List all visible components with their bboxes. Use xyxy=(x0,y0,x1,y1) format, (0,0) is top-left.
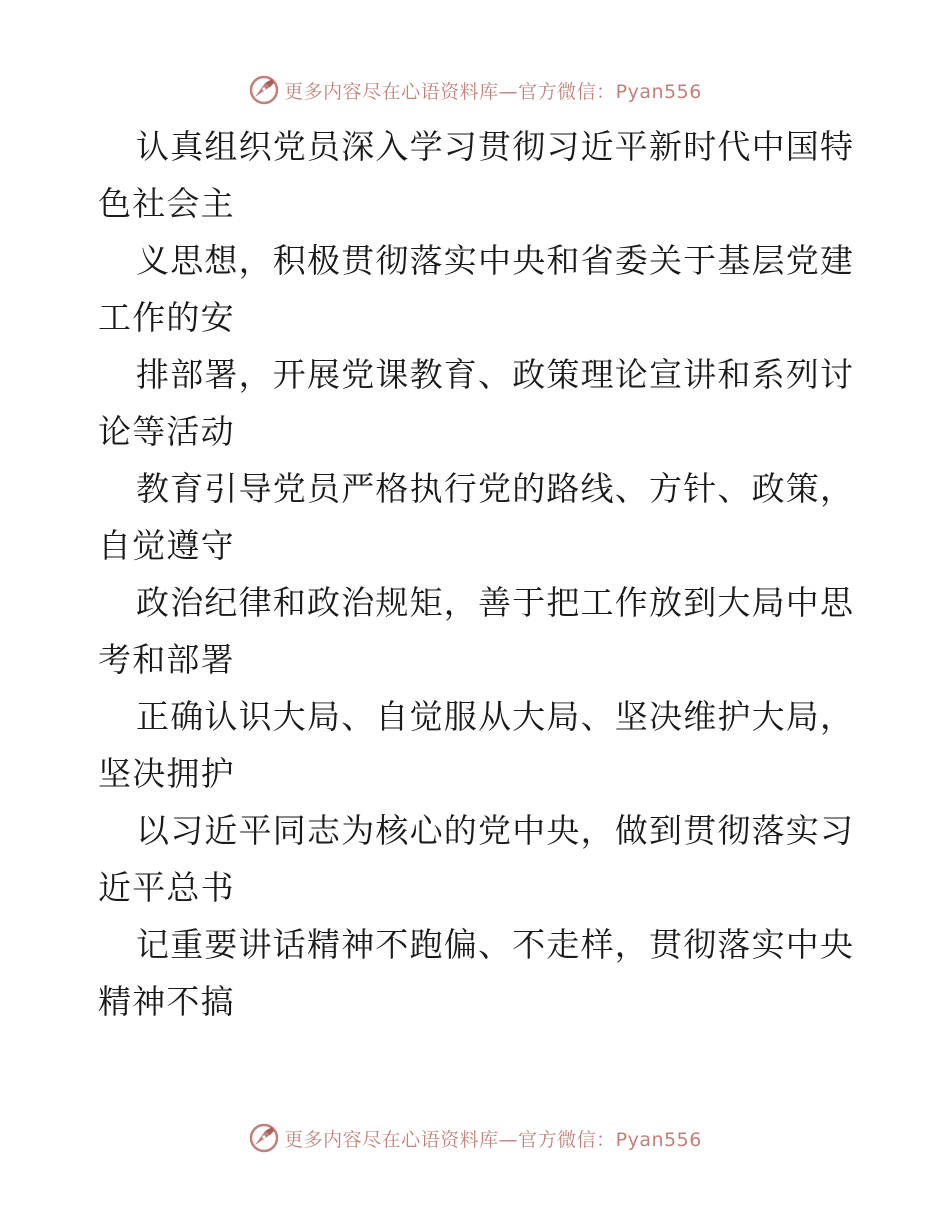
paragraph xyxy=(98,688,858,802)
paragraph-line: 认真组织党员深入学习贯彻习近平新时代中国特 xyxy=(136,127,855,166)
paragraph-line: 考和部署 xyxy=(98,640,235,679)
paragraph xyxy=(98,232,858,346)
banner-wechat-id: Pyan556 xyxy=(615,1128,702,1151)
banner-wechat-id: Pyan556 xyxy=(615,80,702,103)
paragraph xyxy=(98,916,858,1030)
paragraph xyxy=(98,346,858,460)
paragraph xyxy=(98,460,858,574)
paragraph-line: 记重要讲话精神不跑偏、不走样，贯彻落实中央 xyxy=(136,925,855,964)
paragraph xyxy=(98,574,858,688)
paragraph xyxy=(98,802,858,916)
paragraph-line: 论等活动 xyxy=(98,412,235,451)
paragraph-line: 色社会主 xyxy=(98,184,235,223)
paragraph xyxy=(98,118,858,232)
paragraph-line: 义思想，积极贯彻落实中央和省委关于基层党建 xyxy=(136,241,855,280)
banner-text xyxy=(284,77,702,104)
paragraph-line: 政治纪律和政治规矩，善于把工作放到大局中思 xyxy=(136,583,855,622)
footer-banner xyxy=(0,1118,950,1158)
header-banner xyxy=(0,70,950,110)
banner-text xyxy=(284,1125,702,1152)
paragraph-line: 教育引导党员严格执行党的路线、方针、政策， xyxy=(136,469,855,508)
paragraph-line: 自觉遵守 xyxy=(98,526,235,565)
paragraph-line: 精神不搞 xyxy=(98,982,235,1021)
paragraph-line: 坚决拥护 xyxy=(98,754,235,793)
banner-label: 更多内容尽在心语资料库—官方微信： xyxy=(284,1128,616,1151)
pen-nib-circle-icon xyxy=(248,74,280,106)
document-body xyxy=(98,118,858,1030)
paragraph-line: 工作的安 xyxy=(98,298,235,337)
paragraph-line: 近平总书 xyxy=(98,868,235,907)
paragraph-line: 以习近平同志为核心的党中央，做到贯彻落实习 xyxy=(136,811,855,850)
banner-label: 更多内容尽在心语资料库—官方微信： xyxy=(284,80,616,103)
pen-nib-circle-icon xyxy=(248,1122,280,1154)
paragraph-line: 正确认识大局、自觉服从大局、坚决维护大局， xyxy=(136,697,855,736)
paragraph-line: 排部署，开展党课教育、政策理论宣讲和系列讨 xyxy=(136,355,855,394)
